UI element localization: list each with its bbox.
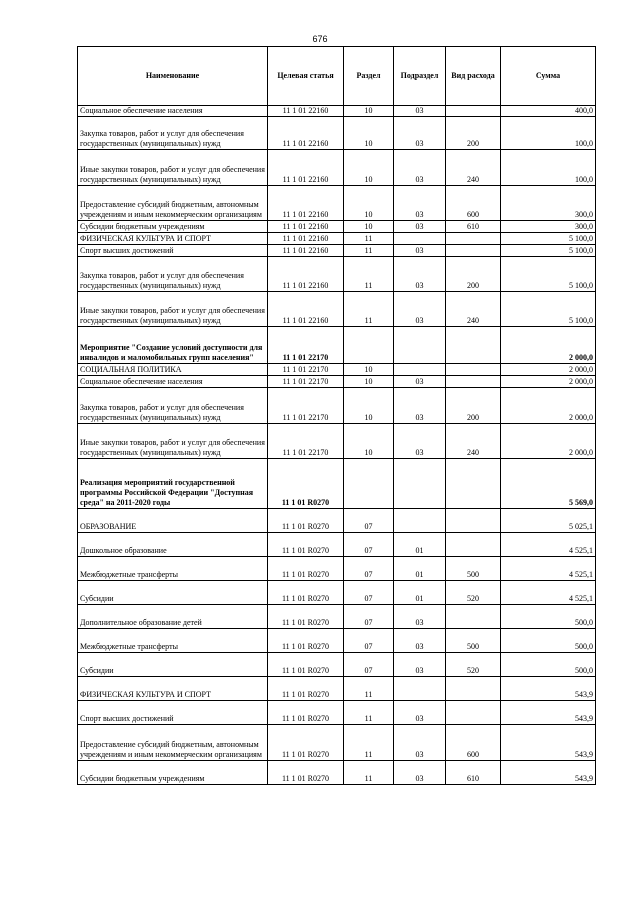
cell-sum: 2 000,0 <box>501 388 596 424</box>
cell-subsection: 03 <box>394 186 446 221</box>
cell-name: Субсидии бюджетным учреждениям <box>78 221 268 233</box>
cell-expense-type: 240 <box>446 150 501 186</box>
cell-target-article: 11 1 01 R0270 <box>268 761 344 785</box>
cell-name: Предоставление субсидий бюджетным, автономным учреждениям и иным некоммерческим организациям <box>78 186 268 221</box>
cell-subsection: 03 <box>394 292 446 327</box>
cell-target-article: 11 1 01 R0270 <box>268 509 344 533</box>
cell-target-article: 11 1 01 R0270 <box>268 629 344 653</box>
cell-sum: 500,0 <box>501 605 596 629</box>
cell-subsection: 03 <box>394 106 446 117</box>
cell-subsection <box>394 459 446 509</box>
cell-subsection: 01 <box>394 557 446 581</box>
header-sum: Сумма <box>501 47 596 106</box>
cell-sum: 300,0 <box>501 186 596 221</box>
table-row <box>78 364 596 376</box>
cell-sum: 4 525,1 <box>501 533 596 557</box>
cell-expense-type <box>446 106 501 117</box>
table-row <box>78 150 596 186</box>
cell-target-article: 11 1 01 22160 <box>268 292 344 327</box>
cell-name: Дошкольное образование <box>78 533 268 557</box>
cell-target-article: 11 1 01 22160 <box>268 117 344 150</box>
cell-name: СОЦИАЛЬНАЯ ПОЛИТИКА <box>78 364 268 376</box>
cell-section: 11 <box>344 245 394 257</box>
cell-name: Субсидии <box>78 653 268 677</box>
cell-expense-type: 610 <box>446 761 501 785</box>
cell-sum: 2 000,0 <box>501 327 596 364</box>
cell-target-article: 11 1 01 R0270 <box>268 725 344 761</box>
table-row <box>78 106 596 117</box>
cell-target-article: 11 1 01 22170 <box>268 376 344 388</box>
table-row <box>78 459 596 509</box>
cell-section: 10 <box>344 424 394 459</box>
cell-name: Межбюджетные трансферты <box>78 629 268 653</box>
cell-target-article: 11 1 01 22160 <box>268 106 344 117</box>
cell-section: 10 <box>344 221 394 233</box>
cell-subsection: 03 <box>394 761 446 785</box>
cell-section: 10 <box>344 106 394 117</box>
cell-sum: 100,0 <box>501 117 596 150</box>
cell-subsection: 03 <box>394 725 446 761</box>
cell-name: Межбюджетные трансферты <box>78 557 268 581</box>
cell-expense-type: 500 <box>446 557 501 581</box>
cell-expense-type: 520 <box>446 581 501 605</box>
cell-expense-type: 200 <box>446 257 501 292</box>
cell-name: Спорт высших достижений <box>78 701 268 725</box>
cell-subsection <box>394 327 446 364</box>
cell-expense-type: 500 <box>446 629 501 653</box>
cell-subsection: 03 <box>394 376 446 388</box>
cell-name: Иные закупки товаров, работ и услуг для обеспечения государственных (муниципальных) нужд <box>78 424 268 459</box>
cell-sum: 5 100,0 <box>501 245 596 257</box>
cell-sum: 5 569,0 <box>501 459 596 509</box>
cell-target-article: 11 1 01 R0270 <box>268 533 344 557</box>
cell-target-article: 11 1 01 R0270 <box>268 677 344 701</box>
table-row <box>78 257 596 292</box>
cell-sum: 4 525,1 <box>501 557 596 581</box>
cell-target-article: 11 1 01 22170 <box>268 388 344 424</box>
cell-subsection: 03 <box>394 257 446 292</box>
cell-subsection <box>394 677 446 701</box>
cell-sum: 2 000,0 <box>501 364 596 376</box>
cell-target-article: 11 1 01 22170 <box>268 364 344 376</box>
budget-table <box>77 46 596 785</box>
table-row <box>78 388 596 424</box>
cell-expense-type <box>446 233 501 245</box>
cell-name: Закупка товаров, работ и услуг для обеспечения государственных (муниципальных) нужд <box>78 257 268 292</box>
cell-sum: 4 525,1 <box>501 581 596 605</box>
cell-subsection: 03 <box>394 605 446 629</box>
cell-expense-type: 610 <box>446 221 501 233</box>
cell-subsection: 03 <box>394 701 446 725</box>
cell-target-article: 11 1 01 R0270 <box>268 653 344 677</box>
cell-section: 10 <box>344 376 394 388</box>
cell-subsection: 03 <box>394 221 446 233</box>
cell-section: 10 <box>344 186 394 221</box>
cell-subsection <box>394 509 446 533</box>
cell-sum: 500,0 <box>501 629 596 653</box>
cell-expense-type <box>446 245 501 257</box>
cell-subsection: 03 <box>394 245 446 257</box>
table-row <box>78 605 596 629</box>
cell-section <box>344 459 394 509</box>
cell-section: 11 <box>344 257 394 292</box>
table-row <box>78 233 596 245</box>
cell-sum: 543,9 <box>501 701 596 725</box>
cell-subsection: 01 <box>394 533 446 557</box>
cell-target-article: 11 1 01 R0270 <box>268 701 344 725</box>
cell-name: Предоставление субсидий бюджетным, автономным учреждениям и иным некоммерческим организациям <box>78 725 268 761</box>
table-row <box>78 533 596 557</box>
cell-name: Иные закупки товаров, работ и услуг для обеспечения государственных (муниципальных) нужд <box>78 150 268 186</box>
cell-sum: 5 100,0 <box>501 292 596 327</box>
cell-sum: 5 100,0 <box>501 257 596 292</box>
table-row <box>78 292 596 327</box>
cell-section: 10 <box>344 388 394 424</box>
table-row <box>78 327 596 364</box>
cell-target-article: 11 1 01 R0270 <box>268 459 344 509</box>
cell-subsection: 03 <box>394 150 446 186</box>
cell-expense-type: 520 <box>446 653 501 677</box>
cell-sum: 300,0 <box>501 221 596 233</box>
cell-name: Субсидии бюджетным учреждениям <box>78 761 268 785</box>
cell-expense-type <box>446 459 501 509</box>
table-row <box>78 424 596 459</box>
cell-target-article: 11 1 01 22160 <box>268 221 344 233</box>
table-row <box>78 245 596 257</box>
cell-expense-type <box>446 376 501 388</box>
header-name: Наименование <box>78 47 268 106</box>
cell-subsection: 03 <box>394 388 446 424</box>
cell-sum: 100,0 <box>501 150 596 186</box>
cell-expense-type: 200 <box>446 117 501 150</box>
cell-expense-type <box>446 364 501 376</box>
cell-name: Мероприятие "Создание условий доступности для инвалидов и маломобильных групп населения" <box>78 327 268 364</box>
cell-section: 11 <box>344 761 394 785</box>
cell-section: 10 <box>344 117 394 150</box>
table-row <box>78 761 596 785</box>
cell-target-article: 11 1 01 22160 <box>268 245 344 257</box>
cell-target-article: 11 1 01 22160 <box>268 233 344 245</box>
cell-target-article: 11 1 01 22160 <box>268 186 344 221</box>
cell-name: Социальное обеспечение населения <box>78 106 268 117</box>
cell-name: ФИЗИЧЕСКАЯ КУЛЬТУРА И СПОРТ <box>78 677 268 701</box>
table-body <box>78 106 596 785</box>
cell-section: 07 <box>344 509 394 533</box>
cell-section <box>344 327 394 364</box>
header-subsection: Подраздел <box>394 47 446 106</box>
cell-expense-type: 200 <box>446 388 501 424</box>
cell-sum: 543,9 <box>501 725 596 761</box>
cell-section: 10 <box>344 150 394 186</box>
cell-section: 07 <box>344 557 394 581</box>
cell-expense-type: 600 <box>446 186 501 221</box>
table-row <box>78 376 596 388</box>
cell-target-article: 11 1 01 R0270 <box>268 581 344 605</box>
cell-expense-type <box>446 327 501 364</box>
cell-section: 07 <box>344 581 394 605</box>
cell-subsection: 03 <box>394 424 446 459</box>
cell-section: 11 <box>344 677 394 701</box>
cell-name: Субсидии <box>78 581 268 605</box>
cell-name: Реализация мероприятий государственной программы Российской Федерации "Доступная среда" на 2011-2020 годы <box>78 459 268 509</box>
cell-sum: 500,0 <box>501 653 596 677</box>
cell-section: 11 <box>344 725 394 761</box>
cell-name: Закупка товаров, работ и услуг для обеспечения государственных (муниципальных) нужд <box>78 117 268 150</box>
page-number: 676 <box>312 34 328 44</box>
cell-target-article: 11 1 01 22170 <box>268 327 344 364</box>
cell-section: 07 <box>344 533 394 557</box>
cell-sum: 5 100,0 <box>501 233 596 245</box>
cell-sum: 2 000,0 <box>501 424 596 459</box>
cell-sum: 400,0 <box>501 106 596 117</box>
table-row <box>78 677 596 701</box>
table-row <box>78 653 596 677</box>
cell-sum: 5 025,1 <box>501 509 596 533</box>
table-row <box>78 581 596 605</box>
cell-section: 10 <box>344 364 394 376</box>
cell-expense-type: 240 <box>446 292 501 327</box>
cell-subsection <box>394 364 446 376</box>
cell-sum: 543,9 <box>501 761 596 785</box>
table-row <box>78 725 596 761</box>
cell-expense-type: 240 <box>446 424 501 459</box>
cell-name: Иные закупки товаров, работ и услуг для обеспечения государственных (муниципальных) нужд <box>78 292 268 327</box>
header-expense-type: Вид расхода <box>446 47 501 106</box>
cell-sum: 2 000,0 <box>501 376 596 388</box>
cell-subsection: 03 <box>394 653 446 677</box>
table-row <box>78 221 596 233</box>
cell-name: Социальное обеспечение населения <box>78 376 268 388</box>
table-row <box>78 117 596 150</box>
cell-name: ФИЗИЧЕСКАЯ КУЛЬТУРА И СПОРТ <box>78 233 268 245</box>
cell-expense-type <box>446 605 501 629</box>
cell-section: 11 <box>344 233 394 245</box>
cell-target-article: 11 1 01 22160 <box>268 257 344 292</box>
header-section: Раздел <box>344 47 394 106</box>
table-row <box>78 557 596 581</box>
header-target-article: Целевая статья <box>268 47 344 106</box>
cell-target-article: 11 1 01 R0270 <box>268 557 344 581</box>
cell-sum: 543,9 <box>501 677 596 701</box>
cell-section: 07 <box>344 605 394 629</box>
table-row <box>78 701 596 725</box>
table-row <box>78 186 596 221</box>
cell-expense-type: 600 <box>446 725 501 761</box>
table-row <box>78 629 596 653</box>
cell-section: 07 <box>344 653 394 677</box>
cell-expense-type <box>446 533 501 557</box>
cell-section: 11 <box>344 292 394 327</box>
cell-name: ОБРАЗОВАНИЕ <box>78 509 268 533</box>
cell-name: Дополнительное образование детей <box>78 605 268 629</box>
cell-name: Спорт высших достижений <box>78 245 268 257</box>
cell-subsection: 03 <box>394 629 446 653</box>
cell-expense-type <box>446 509 501 533</box>
cell-subsection: 01 <box>394 581 446 605</box>
cell-target-article: 11 1 01 22160 <box>268 150 344 186</box>
cell-section: 07 <box>344 629 394 653</box>
cell-section: 11 <box>344 701 394 725</box>
table-header-row <box>78 47 596 106</box>
cell-expense-type <box>446 677 501 701</box>
cell-subsection: 03 <box>394 117 446 150</box>
table-row <box>78 509 596 533</box>
cell-name: Закупка товаров, работ и услуг для обеспечения государственных (муниципальных) нужд <box>78 388 268 424</box>
cell-expense-type <box>446 701 501 725</box>
cell-target-article: 11 1 01 22170 <box>268 424 344 459</box>
cell-subsection <box>394 233 446 245</box>
cell-target-article: 11 1 01 R0270 <box>268 605 344 629</box>
